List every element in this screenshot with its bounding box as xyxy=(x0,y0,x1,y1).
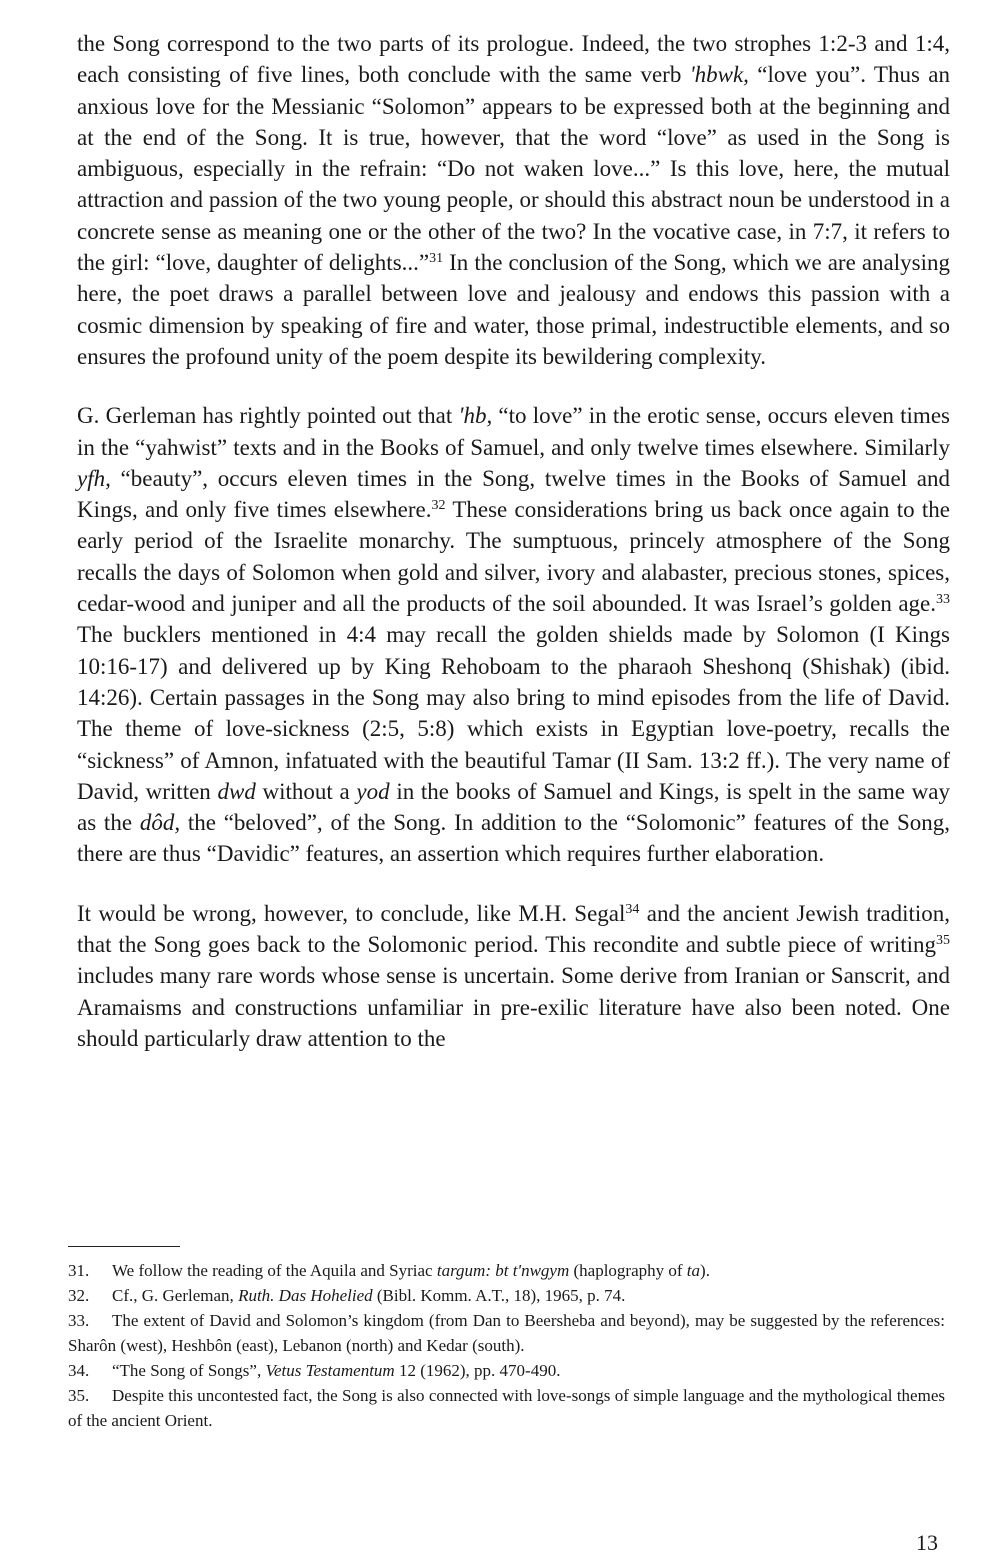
italic-text: dôd, xyxy=(139,810,181,836)
footnote xyxy=(68,1258,945,1283)
italic-text: ta xyxy=(686,1261,701,1280)
footnote xyxy=(68,1308,945,1358)
italic-text: targum: bt t'nwgym xyxy=(436,1261,570,1280)
italic-text: 'hb, xyxy=(458,403,493,429)
text-run: Despite this uncontested fact, the Song is also connected with love-songs of simple language and the mythological themes of the ancient Orient. xyxy=(68,1386,945,1430)
text-run: “The Song of Songs”, xyxy=(112,1361,266,1380)
footnote-reference: 35 xyxy=(936,933,950,949)
page-number: 13 xyxy=(916,1530,938,1555)
italic-text: yfh, xyxy=(77,465,111,491)
text-run: We follow the reading of the Aquila and Syriac xyxy=(112,1261,437,1280)
text-run: in the books of Samuel and Kings, is spelt in the same way as the xyxy=(77,778,950,836)
footnote-reference: 31 xyxy=(429,251,444,267)
paragraph xyxy=(77,898,950,1054)
text-run: The extent of David and Solomon’s kingdom (from Dan to Beersheba and beyond), may be suggested by the references: Sharôn (west), Heshbôn (east), Lebanon (north) and Kedar (south). xyxy=(68,1311,945,1355)
italic-text: dwd xyxy=(217,778,256,804)
text-run: 12 (1962), pp. 470-490. xyxy=(394,1361,561,1380)
text-run: the Song correspond to the two parts of its prologue. Indeed, the two strophes 1:2-3 and 1:4, each consisting of five lines, both conclude with the same verb xyxy=(77,31,950,88)
text-run: G. Gerleman has rightly pointed out that xyxy=(77,403,459,429)
text-run: “beauty”, occurs eleven times in the Song, twelve times in the Books of Samuel and Kings, and only five times elsewhere. xyxy=(77,465,950,523)
text-run: These considerations bring us back once again to the early period of the Israelite monarchy. The sumptuous, princely atmosphere of the Song recalls the days of Solomon when gold and silver, ivory and alabaster, precious stones, spices, cedar-wood and juniper and all the products of the soil abounded. It was Israel’s golden age. xyxy=(77,497,950,617)
text-run: (haplography of xyxy=(569,1261,687,1280)
text-run: It would be wrong, however, to conclude, like M.H. Segal xyxy=(77,900,626,926)
text-run: the “beloved”, of the Song. In addition to the “Solomonic” features of the Song, there are thus “Davidic” features, an assertion which requires further elaboration. xyxy=(77,810,950,867)
italic-text: 'hbwk, xyxy=(689,62,749,88)
text-run: without a xyxy=(255,778,357,804)
footnote-reference: 32 xyxy=(431,498,446,514)
text-run: “to love” in the erotic sense, occurs eleven times in the “yahwist” texts and in the Books of Samuel, and only twelve times elsewhere. Similarly xyxy=(77,403,950,460)
text-run: “love you”. Thus an anxious love for the Messianic “Solomon” appears to be expressed both at the beginning and at the end of the Song. It is true, however, that the word “love” as used in the Song is ambiguous, especially in the refrain: “Do not waken love...” Is this love, here, the mutual attraction and passion of the two young people, or should this abstract noun be understood in a concrete sense as meaning one or the other of the two? In the vocative case, in 7:7, it refers to the girl: “love, daughter of delights...” xyxy=(77,62,950,276)
paragraph xyxy=(77,400,950,869)
text-run: (Bibl. Komm. A.T., 18), 1965, p. 74. xyxy=(372,1286,626,1305)
italic-text: Vetus Testamentum xyxy=(265,1361,395,1380)
text-run: Cf., G. Gerleman, xyxy=(112,1286,239,1305)
body-text xyxy=(77,28,950,1054)
text-run: The bucklers mentioned in 4:4 may recall the golden shields made by Solomon (I Kings 10:16-17) and delivered up by King Rehoboam to the pharaoh Sheshonq (Shishak) (ibid. 14:26). Certain passages in the Song may also bring to mind episodes from the life of David. The theme of love-sickness (2:5, 5:8) which exists in Egyptian love-poetry, recalls the “sickness” of Amnon, infatuated with the beautiful Tamar (II Sam. 13:2 ff.). The very name of David, written xyxy=(77,622,950,804)
italic-text: yod xyxy=(356,778,390,804)
footnotes xyxy=(68,1258,945,1433)
footnote-number: 32. xyxy=(68,1286,90,1305)
text-run: In the conclusion of the Song, which we are analysing here, the poet draws a parallel between love and jealousy and endows this passion with a cosmic dimension by speaking of fire and water, those primal, indestructible elements, and so ensures the profound unity of the poem despite its bewildering complexity. xyxy=(77,250,950,369)
footnote-divider xyxy=(68,1246,180,1247)
footnote-number: 31. xyxy=(68,1261,90,1280)
text-run: and the ancient Jewish tradition, that the Song goes back to the Solomonic period. This recondite and subtle piece of writing xyxy=(77,900,950,958)
footnote-reference: 33 xyxy=(936,592,950,608)
footnote-reference: 34 xyxy=(625,901,640,917)
footnote xyxy=(68,1283,945,1308)
text-run: includes many rare words whose sense is uncertain. Some derive from Iranian or Sanscrit, and Aramaisms and constructions unfamiliar in pre-exilic literature have also been noted. One should particularly draw attention to the xyxy=(77,963,950,1051)
footnote xyxy=(68,1358,945,1383)
footnote-number: 35. xyxy=(68,1386,90,1405)
footnote-number: 33. xyxy=(68,1311,90,1330)
footnote xyxy=(68,1383,945,1433)
text-run: ). xyxy=(700,1261,710,1280)
paragraph xyxy=(77,28,950,372)
footnote-number: 34. xyxy=(68,1361,90,1380)
italic-text: Ruth. Das Hohelied xyxy=(238,1286,373,1305)
